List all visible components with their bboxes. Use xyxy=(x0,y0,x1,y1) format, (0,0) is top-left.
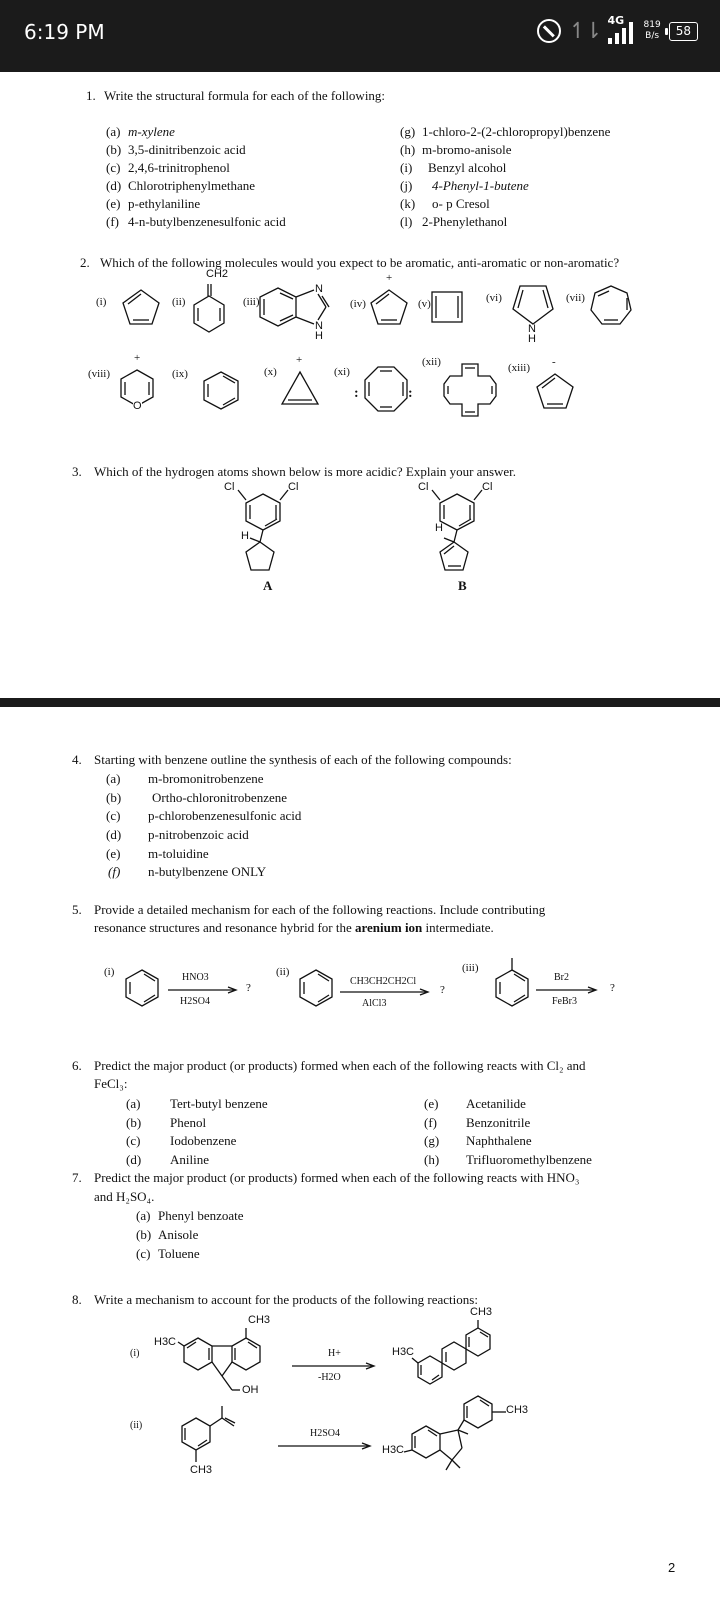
cyclopropenyl-cation-structure xyxy=(278,370,322,410)
reagent-label: AlCl3 xyxy=(362,998,387,1009)
product-placeholder: ? xyxy=(246,982,251,994)
item-label: (a) xyxy=(106,124,121,139)
item-label: (g) xyxy=(400,124,416,139)
question-prompt-line2: and H₂SO₄. xyxy=(94,1189,155,1204)
item-text: 4-Phenyl-1-butene xyxy=(432,178,529,193)
item-label: (h) xyxy=(400,142,416,157)
status-bar xyxy=(0,0,720,72)
item-text: Acetanilide xyxy=(466,1096,526,1111)
item-label: (e) xyxy=(106,846,121,861)
item-text: p-chlorobenzenesulfonic acid xyxy=(148,808,302,823)
charge-label: + xyxy=(296,354,303,366)
item-label: (c) xyxy=(126,1133,141,1148)
reaction-arrow xyxy=(536,986,600,994)
lone-pair-icon: : xyxy=(408,386,413,401)
item-label: (a) xyxy=(136,1208,151,1223)
product-placeholder: ? xyxy=(610,982,615,994)
network-type: 4G xyxy=(607,14,625,27)
item-label: (j) xyxy=(400,178,413,193)
item-label: (f) xyxy=(106,214,119,229)
item-label: (e) xyxy=(424,1096,439,1111)
molecule-label: (ix) xyxy=(172,368,188,380)
molecule-label: (i) xyxy=(96,296,107,308)
atom-label: CH3 xyxy=(190,1464,213,1476)
item-label: (f) xyxy=(424,1115,437,1130)
annulene-structure xyxy=(440,360,500,420)
item-label: (a) xyxy=(106,771,121,786)
status-time: 6:19 PM xyxy=(24,20,105,44)
reagent-label: CH3CH2CH2Cl xyxy=(350,976,417,987)
cyclooctatetraene-structure xyxy=(360,364,412,416)
question-number: 3. xyxy=(72,464,82,479)
question-number: 6. xyxy=(72,1058,82,1073)
item-text: m-bromonitrobenzene xyxy=(148,771,264,786)
molecule-label: (vii) xyxy=(566,292,585,304)
atom-label: O xyxy=(133,400,142,412)
molecule-label: (viii) xyxy=(88,368,110,380)
phenanthrene-product-structure xyxy=(410,1318,496,1390)
molecule-label: (xi) xyxy=(334,366,350,378)
reaction-label: (i) xyxy=(104,966,115,978)
charge-label: - xyxy=(552,356,556,368)
item-text: Naphthalene xyxy=(466,1133,532,1148)
atom-label: CH3 xyxy=(506,1404,529,1416)
charge-label: + xyxy=(386,272,393,284)
item-label: (b) xyxy=(106,142,122,157)
item-label: (c) xyxy=(106,808,121,823)
item-text: m-xylene xyxy=(128,124,175,139)
page-number: 2 xyxy=(668,1560,676,1575)
item-label: (i) xyxy=(400,160,413,175)
molecule-label: (x) xyxy=(264,366,277,378)
charge-label: + xyxy=(134,352,141,364)
atom-label: N xyxy=(315,283,323,295)
atom-label: H3C xyxy=(392,1346,415,1358)
item-text: 3,5-dinitribenzoic acid xyxy=(128,142,246,157)
item-label: (l) xyxy=(400,214,413,229)
atom-label: H xyxy=(315,330,323,342)
compound-label: A xyxy=(263,578,273,593)
reagent-label: FeBr3 xyxy=(552,996,577,1007)
toluene-structure xyxy=(492,956,532,1010)
reagent-label: Br2 xyxy=(554,972,569,983)
item-label: (b) xyxy=(126,1115,142,1130)
question-prompt: Predict the major product (or products) formed when each of the following reacts with Cl₂ and xyxy=(94,1058,586,1073)
reagent-label: H+ xyxy=(328,1348,341,1359)
reaction-arrow xyxy=(340,988,432,996)
cyclopentadienyl-cation-structure xyxy=(368,288,410,330)
item-text: 2-Phenylethanol xyxy=(422,214,508,229)
reaction-label: (i) xyxy=(130,1348,140,1359)
item-label: (g) xyxy=(424,1133,440,1148)
item-text: Benzyl alcohol xyxy=(428,160,507,175)
item-label: (d) xyxy=(106,827,122,842)
question-number: 2. xyxy=(80,255,90,270)
item-text: Trifluoromethylbenzene xyxy=(466,1152,592,1167)
benzene-structure xyxy=(296,968,336,1010)
atom-label: CH3 xyxy=(248,1314,271,1326)
item-label: (f) xyxy=(108,864,121,879)
question-number: 7. xyxy=(72,1170,82,1185)
item-label: (c) xyxy=(136,1246,151,1261)
cyclopentadienyl-anion-structure xyxy=(534,372,576,414)
item-label: (b) xyxy=(136,1227,152,1242)
item-text: p-ethylaniline xyxy=(128,196,201,211)
reaction-arrow xyxy=(168,986,240,994)
reaction-arrow xyxy=(292,1362,378,1370)
question-prompt: Write the structural formula for each of the following: xyxy=(104,88,386,103)
reagent-label: -H2O xyxy=(318,1372,341,1383)
atom-label: H3C xyxy=(382,1444,405,1456)
item-label: (d) xyxy=(106,178,122,193)
question-prompt: Starting with benzene outline the synthesis of each of the following compounds: xyxy=(94,752,512,767)
question-prompt: Which of the hydrogen atoms shown below is more acidic? Explain your answer. xyxy=(94,464,517,479)
item-label: (k) xyxy=(400,196,416,211)
atom-label: N xyxy=(315,320,323,332)
item-text: 1-chloro-2-(2-chloropropyl)benzene xyxy=(422,124,611,139)
item-text: m-toluidine xyxy=(148,846,209,861)
question-prompt: Predict the major product (or products) formed when each of the following reacts with HNO₃ xyxy=(94,1170,580,1185)
do-not-disturb-icon xyxy=(537,19,561,43)
network-speed: 819 B/s xyxy=(643,20,661,41)
atom-label: Cl xyxy=(288,481,299,493)
data-transfer-icon: ↿⇂ xyxy=(568,18,600,44)
atom-label: N xyxy=(528,323,536,335)
cyclopentadiene-structure xyxy=(120,288,162,330)
item-label: (e) xyxy=(106,196,121,211)
atom-label: OH xyxy=(242,1384,259,1396)
question-number: 4. xyxy=(72,752,82,767)
reaction-arrow xyxy=(278,1442,374,1450)
lone-pair-icon: : xyxy=(354,386,359,401)
item-text: Anisole xyxy=(158,1227,199,1242)
atom-label: Cl xyxy=(418,481,429,493)
question-prompt-line2: FeCl₃: xyxy=(94,1076,128,1091)
item-text: Chlorotriphenylmethane xyxy=(128,178,256,193)
question-number: 8. xyxy=(72,1292,82,1307)
item-text: Ortho-chloronitrobenzene xyxy=(152,790,288,805)
item-text: Toluene xyxy=(158,1246,200,1261)
atom-label: Cl xyxy=(224,481,235,493)
item-text: Phenol xyxy=(170,1115,207,1130)
battery-icon: 58 xyxy=(669,22,698,41)
item-label: (c) xyxy=(106,160,121,175)
item-label: (h) xyxy=(424,1152,440,1167)
compound-label: B xyxy=(458,578,467,593)
item-text: 4-n-butylbenzenesulfonic acid xyxy=(128,214,286,229)
question-prompt: Provide a detailed mechanism for each of the following reactions. Include contributing xyxy=(94,902,546,917)
item-label: (b) xyxy=(106,790,122,805)
molecule-label: (xii) xyxy=(422,356,441,368)
reaction-label: (ii) xyxy=(130,1420,143,1431)
molecule-label: (vi) xyxy=(486,292,502,304)
reaction-label: (iii) xyxy=(462,962,479,974)
molecule-label: (xiii) xyxy=(508,362,530,374)
item-text: Benzonitrile xyxy=(466,1115,531,1130)
benzene-structure xyxy=(200,370,242,412)
cyclobutadiene-structure xyxy=(430,290,466,326)
question-number: 1. xyxy=(86,88,96,103)
item-text: Aniline xyxy=(170,1152,209,1167)
benzene-structure xyxy=(122,968,162,1010)
reaction-label: (ii) xyxy=(276,966,290,978)
status-icons xyxy=(537,14,698,44)
item-text: Phenyl benzoate xyxy=(158,1208,244,1223)
atom-label: Cl xyxy=(482,481,493,493)
cycloheptatriene-structure xyxy=(588,284,634,330)
molecule-label: (iv) xyxy=(350,298,366,310)
product-placeholder: ? xyxy=(440,984,445,996)
molecule-label: (ii) xyxy=(172,296,186,308)
item-text: m-bromo-anisole xyxy=(422,142,512,157)
indane-dimer-product-structure xyxy=(402,1390,529,1474)
question-prompt: Write a mechanism to account for the products of the following reactions: xyxy=(94,1292,478,1307)
methylene-cyclohexadiene-structure xyxy=(188,282,228,340)
atom-label: H xyxy=(241,530,249,542)
molecule-label: (iii) xyxy=(243,296,260,308)
atom-label: H xyxy=(435,522,443,534)
reagent-label: H2SO4 xyxy=(180,996,211,1007)
item-label: (a) xyxy=(126,1096,141,1111)
item-text: 2,4,6-trinitrophenol xyxy=(128,160,230,175)
reagent-label: HNO3 xyxy=(182,972,209,983)
item-text: p-nitrobenzoic acid xyxy=(148,827,249,842)
signal-icon xyxy=(607,14,636,44)
item-text: o- p Cresol xyxy=(432,196,490,211)
item-text: n-butylbenzene ONLY xyxy=(148,864,267,879)
molecule-label: (v) xyxy=(418,298,431,310)
atom-label: CH3 xyxy=(470,1306,493,1318)
page-divider xyxy=(0,698,720,707)
question-prompt-line2: resonance structures and resonance hybrid for the arenium ion intermediate. xyxy=(94,920,494,935)
atom-label: H3C xyxy=(154,1336,177,1348)
atom-label: CH2 xyxy=(206,268,229,280)
item-text: Iodobenzene xyxy=(170,1133,237,1148)
question-number: 5. xyxy=(72,902,82,917)
reagent-label: H2SO4 xyxy=(310,1428,341,1439)
benzimidazole-structure xyxy=(258,284,338,334)
atom-label: H xyxy=(528,333,536,345)
item-label: (d) xyxy=(126,1152,142,1167)
item-text: Tert-butyl benzene xyxy=(170,1096,268,1111)
question-prompt: Which of the following molecules would you expect to be aromatic, anti-aromatic or non-aromatic? xyxy=(100,255,620,270)
